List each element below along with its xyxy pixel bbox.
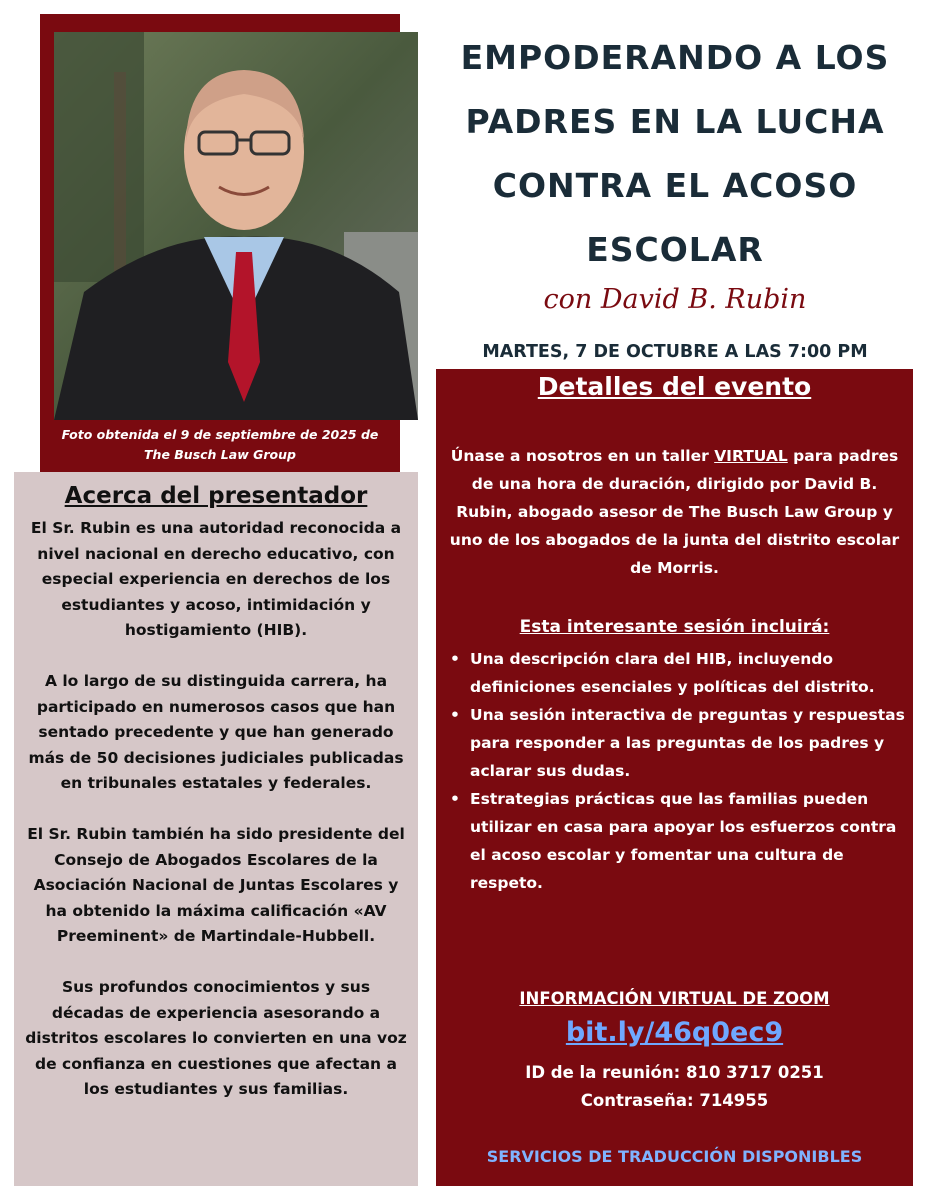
about-paragraph-2: A lo largo de su distinguida carrera, ha participado en numerosos casos que han sentado precedente y que han generado más de 50 decisiones judiciales publicadas en tribunales estatales y federales. <box>28 672 404 792</box>
about-paragraph-4: Sus profundos conocimientos y sus décadas de experiencia asesorando a distritos escolares lo convierten en una voz de confianza en cuestiones que afectan a los estudiantes y sus familias. <box>25 978 407 1098</box>
event-title-line3: CONTRA EL ACOSO <box>492 166 858 205</box>
event-title-line1: EMPODERANDO A LOS <box>460 38 890 77</box>
bullet-item: • Una descripción clara del HIB, incluyendo definiciones esenciales y políticas del distrito. <box>448 645 907 701</box>
intro-virtual-emphasis: VIRTUAL <box>714 447 788 465</box>
photo-caption-line1: Foto obtenida el 9 de septiembre de 2025 de <box>61 427 379 442</box>
meeting-password: Contraseña: 714955 <box>580 1091 769 1110</box>
event-date: MARTES, 7 DE OCTUBRE A LAS 7:00 PM <box>482 342 868 362</box>
about-text <box>24 516 408 1128</box>
about-paragraph-1: El Sr. Rubin es una autoridad reconocida a nivel nacional en derecho educativo, con especial experiencia en derechos de los estudiantes y acoso, intimidación y hostigamiento (HIB). <box>30 519 402 639</box>
presenter-photo <box>54 32 418 420</box>
translation-services: SERVICIOS DE TRADUCCIÓN DISPONIBLES <box>486 1147 863 1166</box>
bullet-item: • Estrategias prácticas que las familias pueden utilizar en casa para apoyar los esfuerzos contra el acoso escolar y fomentar una cultura de respeto. <box>448 785 907 897</box>
event-title-line2: PADRES EN LA LUCHA <box>465 102 885 141</box>
about-presenter-panel <box>14 472 418 1186</box>
session-heading: Esta interesante sesión incluirá: <box>519 617 830 637</box>
presenter-portrait-image <box>54 32 418 420</box>
presenter-subtitle: con David B. Rubin <box>543 284 807 315</box>
zoom-link[interactable]: bit.ly/46q0ec9 <box>565 1017 784 1048</box>
photo-caption <box>40 425 400 465</box>
event-title-line4: ESCOLAR <box>586 230 764 269</box>
photo-panel <box>40 14 400 472</box>
intro-text-before: Únase a nosotros en un taller <box>450 447 715 465</box>
session-bullet-list <box>448 645 907 897</box>
event-title <box>430 26 920 282</box>
details-intro <box>442 442 907 582</box>
intro-text-after: para padres de una hora de duración, dirigido por David B. Rubin, abogado asesor de The Busch Law Group y uno de los abogados de la junta del distrito escolar de Morris. <box>449 447 900 577</box>
about-heading: Acerca del presentador <box>64 483 368 509</box>
details-heading: Detalles del evento <box>537 372 812 401</box>
zoom-info-heading: INFORMACIÓN VIRTUAL DE ZOOM <box>519 989 830 1008</box>
bullet-item: • Una sesión interactiva de preguntas y respuestas para responder a las preguntas de los padres y aclarar sus dudas. <box>448 701 907 785</box>
event-details-panel <box>436 369 913 1186</box>
photo-caption-line2: The Busch Law Group <box>144 447 296 462</box>
meeting-id: ID de la reunión: 810 3717 0251 <box>525 1063 824 1082</box>
about-paragraph-3: El Sr. Rubin también ha sido presidente del Consejo de Abogados Escolares de la Asociación Nacional de Juntas Escolares y ha obtenido la máxima calificación «AV Preeminent» de Martindale-Hubbell. <box>27 825 405 945</box>
